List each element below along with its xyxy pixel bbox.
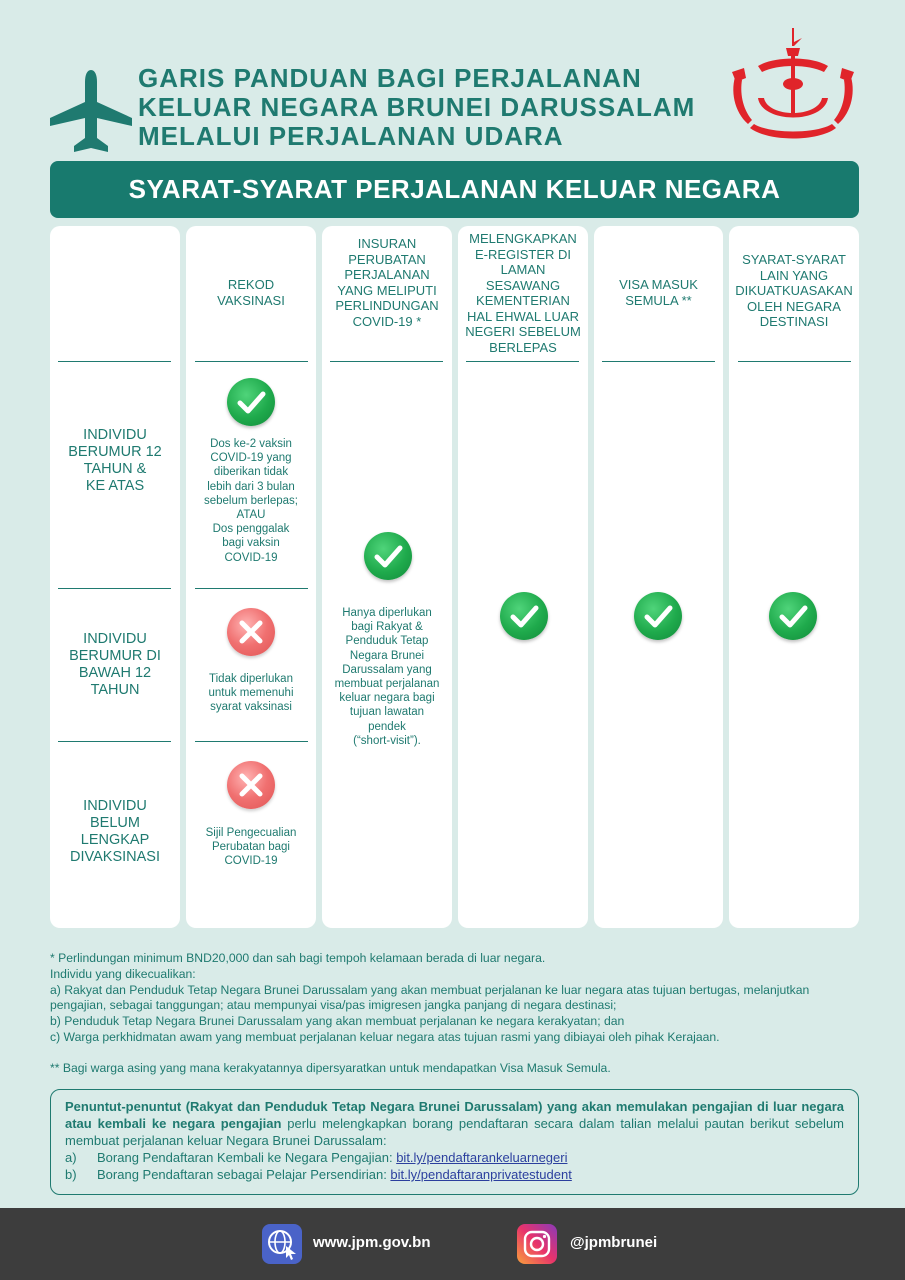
footnote-excluded-intro: Individu yang dikecualikan: (50, 966, 196, 981)
check-icon (634, 592, 682, 640)
cross-icon (227, 761, 275, 809)
footnote-star1: * Perlindungan minimum BND20,000 dan sah bagi tempoh kelamaan berada di luar negara. (50, 951, 546, 965)
link-private-student[interactable]: bit.ly/pendaftaranprivatestudent (390, 1167, 572, 1182)
requirements-banner: SYARAT-SYARAT PERJALANAN KELUAR NEGARA (50, 161, 859, 218)
list-item (65, 1166, 844, 1183)
divider (58, 741, 171, 742)
divider (195, 741, 308, 742)
divider (602, 361, 715, 362)
column-header-destination: SYARAT-SYARAT LAIN YANG DIKUATKUASAKAN OLEH NEGARA DESTINASI (735, 252, 853, 329)
title-line-3: MELALUI PERJALANAN UDARA (138, 121, 564, 151)
link-return-to-study-country[interactable]: bit.ly/pendaftarankeluarnegeri (396, 1150, 568, 1165)
column-header-insurance: INSURAN PERUBATAN PERJALANAN YANG MELIPUTI PERLINDUNGAN COVID-19 * (335, 236, 439, 329)
instagram-handle[interactable]: @jpmbrunei (570, 1234, 658, 1251)
cross-icon (227, 608, 275, 656)
student-bold-text: Penuntut-penuntut (Rakyat dan Penduduk Tetap Negara Brunei Darussalam) yang akan memulakan pengajian di luar negara atau kembali ke negara pengajian (65, 1099, 844, 1131)
footnote-b: b) Penduduk Tetap Negara Brunei Darussalam yang akan membuat perjalanan ke negara kerakyatan; dan (50, 1014, 625, 1029)
column-row-labels (50, 226, 180, 928)
vaccination-note-under-12: Tidak diperlukan untuk memenuhi syarat vaksinasi (208, 673, 294, 714)
airplane-icon (48, 68, 134, 154)
student-registration-box (50, 1089, 859, 1195)
instagram-icon[interactable] (517, 1224, 557, 1264)
check-icon (500, 592, 548, 640)
vaccination-note-not-vaccinated: Sijil Pengecualian Perubatan bagi COVID-19 (205, 827, 297, 868)
title-line-1: GARIS PANDUAN BAGI PERJALANAN (138, 63, 642, 93)
column-header-e-register: MELENGKAPKAN E-REGISTER DI LAMAN SESAWANG KEMENTERIAN HAL EHWAL LUAR NEGERI SEBELUM BERLEPAS (465, 231, 581, 355)
column-travel-insurance (322, 226, 452, 928)
check-icon (364, 532, 412, 580)
divider (58, 361, 171, 362)
student-rest-text: perlu melengkapkan borang pendaftaran secara dalam talian melalui pautan berikut sebelum membuat perjalanan keluar Negara Brunei Darussalam: (65, 1116, 845, 1148)
insurance-note: Hanya diperlukan bagi Rakyat & Penduduk Tetap Negara Brunei Darussalam yang membuat perjalanan keluar negara bagi tujuan lawatan pendek (“short-visit”). (334, 607, 440, 747)
row-label-under-12: INDIVIDU BERUMUR DI BAWAH 12 TAHUN (69, 631, 161, 698)
page-title (138, 64, 695, 151)
footer (0, 1208, 905, 1280)
column-e-register (458, 226, 588, 928)
list-item-label: Borang Pendaftaran sebagai Pelajar Persendirian: (97, 1167, 391, 1182)
list-item (65, 1149, 844, 1166)
column-vaccination-record (186, 226, 316, 928)
footnote-a: a) Rakyat dan Penduduk Tetap Negara Brunei Darussalam yang akan membuat perjalanan ke luar negara atas tujuan bertugas, melanjutkan pengajian, sebagai tanggungan; atau mempunyai visa/pas imigresen jangka panjang di negara destinasi; (50, 982, 810, 1013)
divider (195, 588, 308, 589)
column-re-entry-visa (594, 226, 723, 928)
check-icon (227, 378, 275, 426)
divider (466, 361, 579, 362)
brunei-crest-icon (728, 28, 858, 146)
header (0, 0, 905, 160)
list-marker: a) (65, 1150, 77, 1165)
row-label-not-fully-vaccinated: INDIVIDU BELUM LENGKAP DIVAKSINASI (70, 798, 160, 865)
divider (195, 361, 308, 362)
column-header-visa: VISA MASUK SEMULA ** (619, 277, 698, 308)
title-line-2: KELUAR NEGARA BRUNEI DARUSSALAM (138, 92, 696, 122)
student-paragraph (65, 1098, 844, 1149)
column-header-vaccination: REKOD VAKSINASI (217, 277, 285, 308)
globe-cursor-icon[interactable] (262, 1224, 302, 1264)
list-item-label: Borang Pendaftaran Kembali ke Negara Pengajian: (97, 1150, 397, 1165)
list-marker: b) (65, 1167, 77, 1182)
divider (738, 361, 851, 362)
row-label-12-and-above: INDIVIDU BERUMUR 12 TAHUN & KE ATAS (68, 427, 162, 494)
footnote-c: c) Warga perkhidmatan awam yang membuat perjalanan keluar negara atas tujuan rasmi yang dibiayai oleh pihak Kerajaan. (50, 1029, 720, 1044)
vaccination-note-12-above: Dos ke-2 vaksin COVID-19 yang diberikan tidak lebih dari 3 bulan sebelum berlepas; ATAU Dos penggalak bagi vaksin COVID-19 (204, 438, 298, 564)
column-destination-requirements (729, 226, 859, 928)
divider (58, 588, 171, 589)
footnotes (50, 951, 865, 1077)
check-icon (769, 592, 817, 640)
divider (330, 361, 443, 362)
footnote-star2: ** Bagi warga asing yang mana kerakyatannya dipersyaratkan untuk mendapatkan Visa Masuk Semula. (50, 1060, 611, 1075)
website-link[interactable]: www.jpm.gov.bn (313, 1234, 431, 1251)
